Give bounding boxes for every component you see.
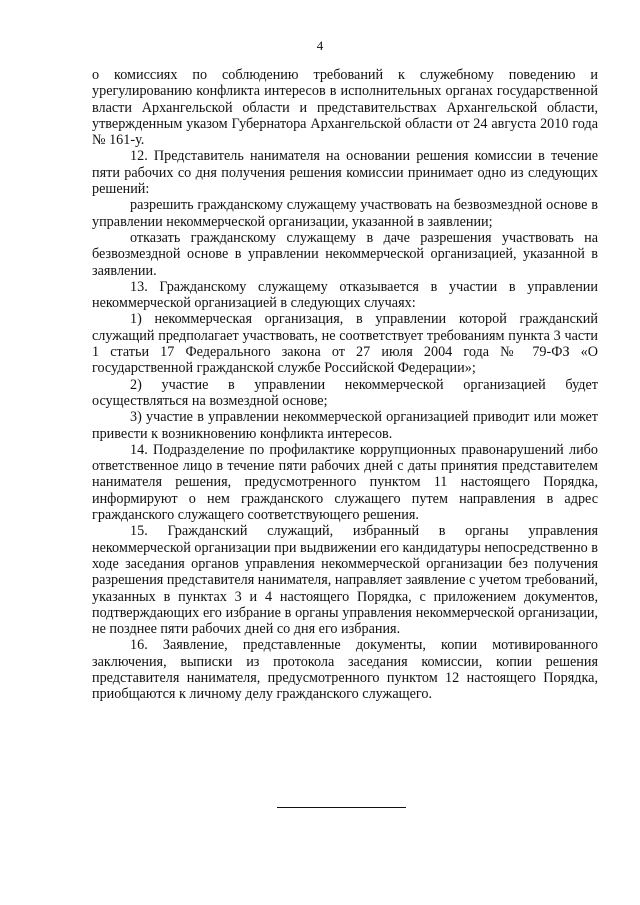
page-number: 4 <box>316 38 324 53</box>
paragraph-12-option-refuse: отказать гражданскому служащему в даче разрешения участвовать на безвозмездной основе в управлении некоммерческой организацией, указанной в заявлении. <box>92 229 598 279</box>
paragraph-13-item-1: 1) некоммерческая организация, в управлении которой гражданский служащий предполагает участвовать, не соответствует требованиям пункта 3 части 1 статьи 17 Федерального закона от 27 июля 2004 года № 79-ФЗ «О государственной гражданской службе Российской Федерации»; <box>92 311 598 377</box>
document-body <box>92 67 598 703</box>
paragraph-12-option-allow: разрешить гражданскому служащему участвовать на безвозмездной основе в управлении некоммерческой организации, указанной в заявлении; <box>92 197 598 230</box>
paragraph-15: 15. Гражданский служащий, избранный в органы управления некоммерческой организации при выдвижении его кандидатуры непосредственно в ходе заседания органов управления некоммерческой организации без получения разрешения представителя нанимателя, направляет заявление с учетом требований, указанных в пунктах 3 и 4 настоящего Порядка, с приложением документов, подтверждающих его избрание в органы управления некоммерческой организации, не позднее пяти рабочих дней со дня его избрания. <box>92 523 599 638</box>
paragraph-12: 12. Представитель нанимателя на основании решения комиссии в течение пяти рабочих со дня получения решения комиссии принимает одно из следующих решений: <box>92 148 598 198</box>
paragraph-14: 14. Подразделение по профилактике коррупционных правонарушений либо ответственное лицо в течение пяти рабочих дней с даты принятия представителем нанимателя решения, предусмотренного пунктом 11 настоящего Порядка, информируют о нем гражданского служащего путем направления в адрес гражданского служащего соответствующего решения. <box>92 441 598 524</box>
paragraph-13-item-3: 3) участие в управлении некоммерческой организацией приводит или может привести к возникновению конфликта интересов. <box>92 409 598 442</box>
paragraph-13-item-2: 2) участие в управлении некоммерческой организацией будет осуществляться на возмездной основе; <box>92 376 598 409</box>
paragraph-16: 16. Заявление, представленные документы, копии мотивированного заключения, выписки из протокола заседания комиссии, копии решения представителя нанимателя, предусмотренного пунктом 12 настоящего Порядка, приобщаются к личному делу гражданского служащего. <box>92 637 598 703</box>
paragraph-13: 13. Гражданскому служащему отказывается в участии в управлении некоммерческой организацией в следующих случаях: <box>92 278 598 312</box>
paragraph-continuation: о комиссиях по соблюдению требований к служебному поведению и урегулированию конфликта интересов в исполнительных органах государственной власти Архангельской области и представительствах Архангельской области, утвержденным указом Губернатора Архангельской области от 24 августа 2010 года № 161-у. <box>92 67 598 149</box>
end-of-document-rule <box>277 807 406 808</box>
